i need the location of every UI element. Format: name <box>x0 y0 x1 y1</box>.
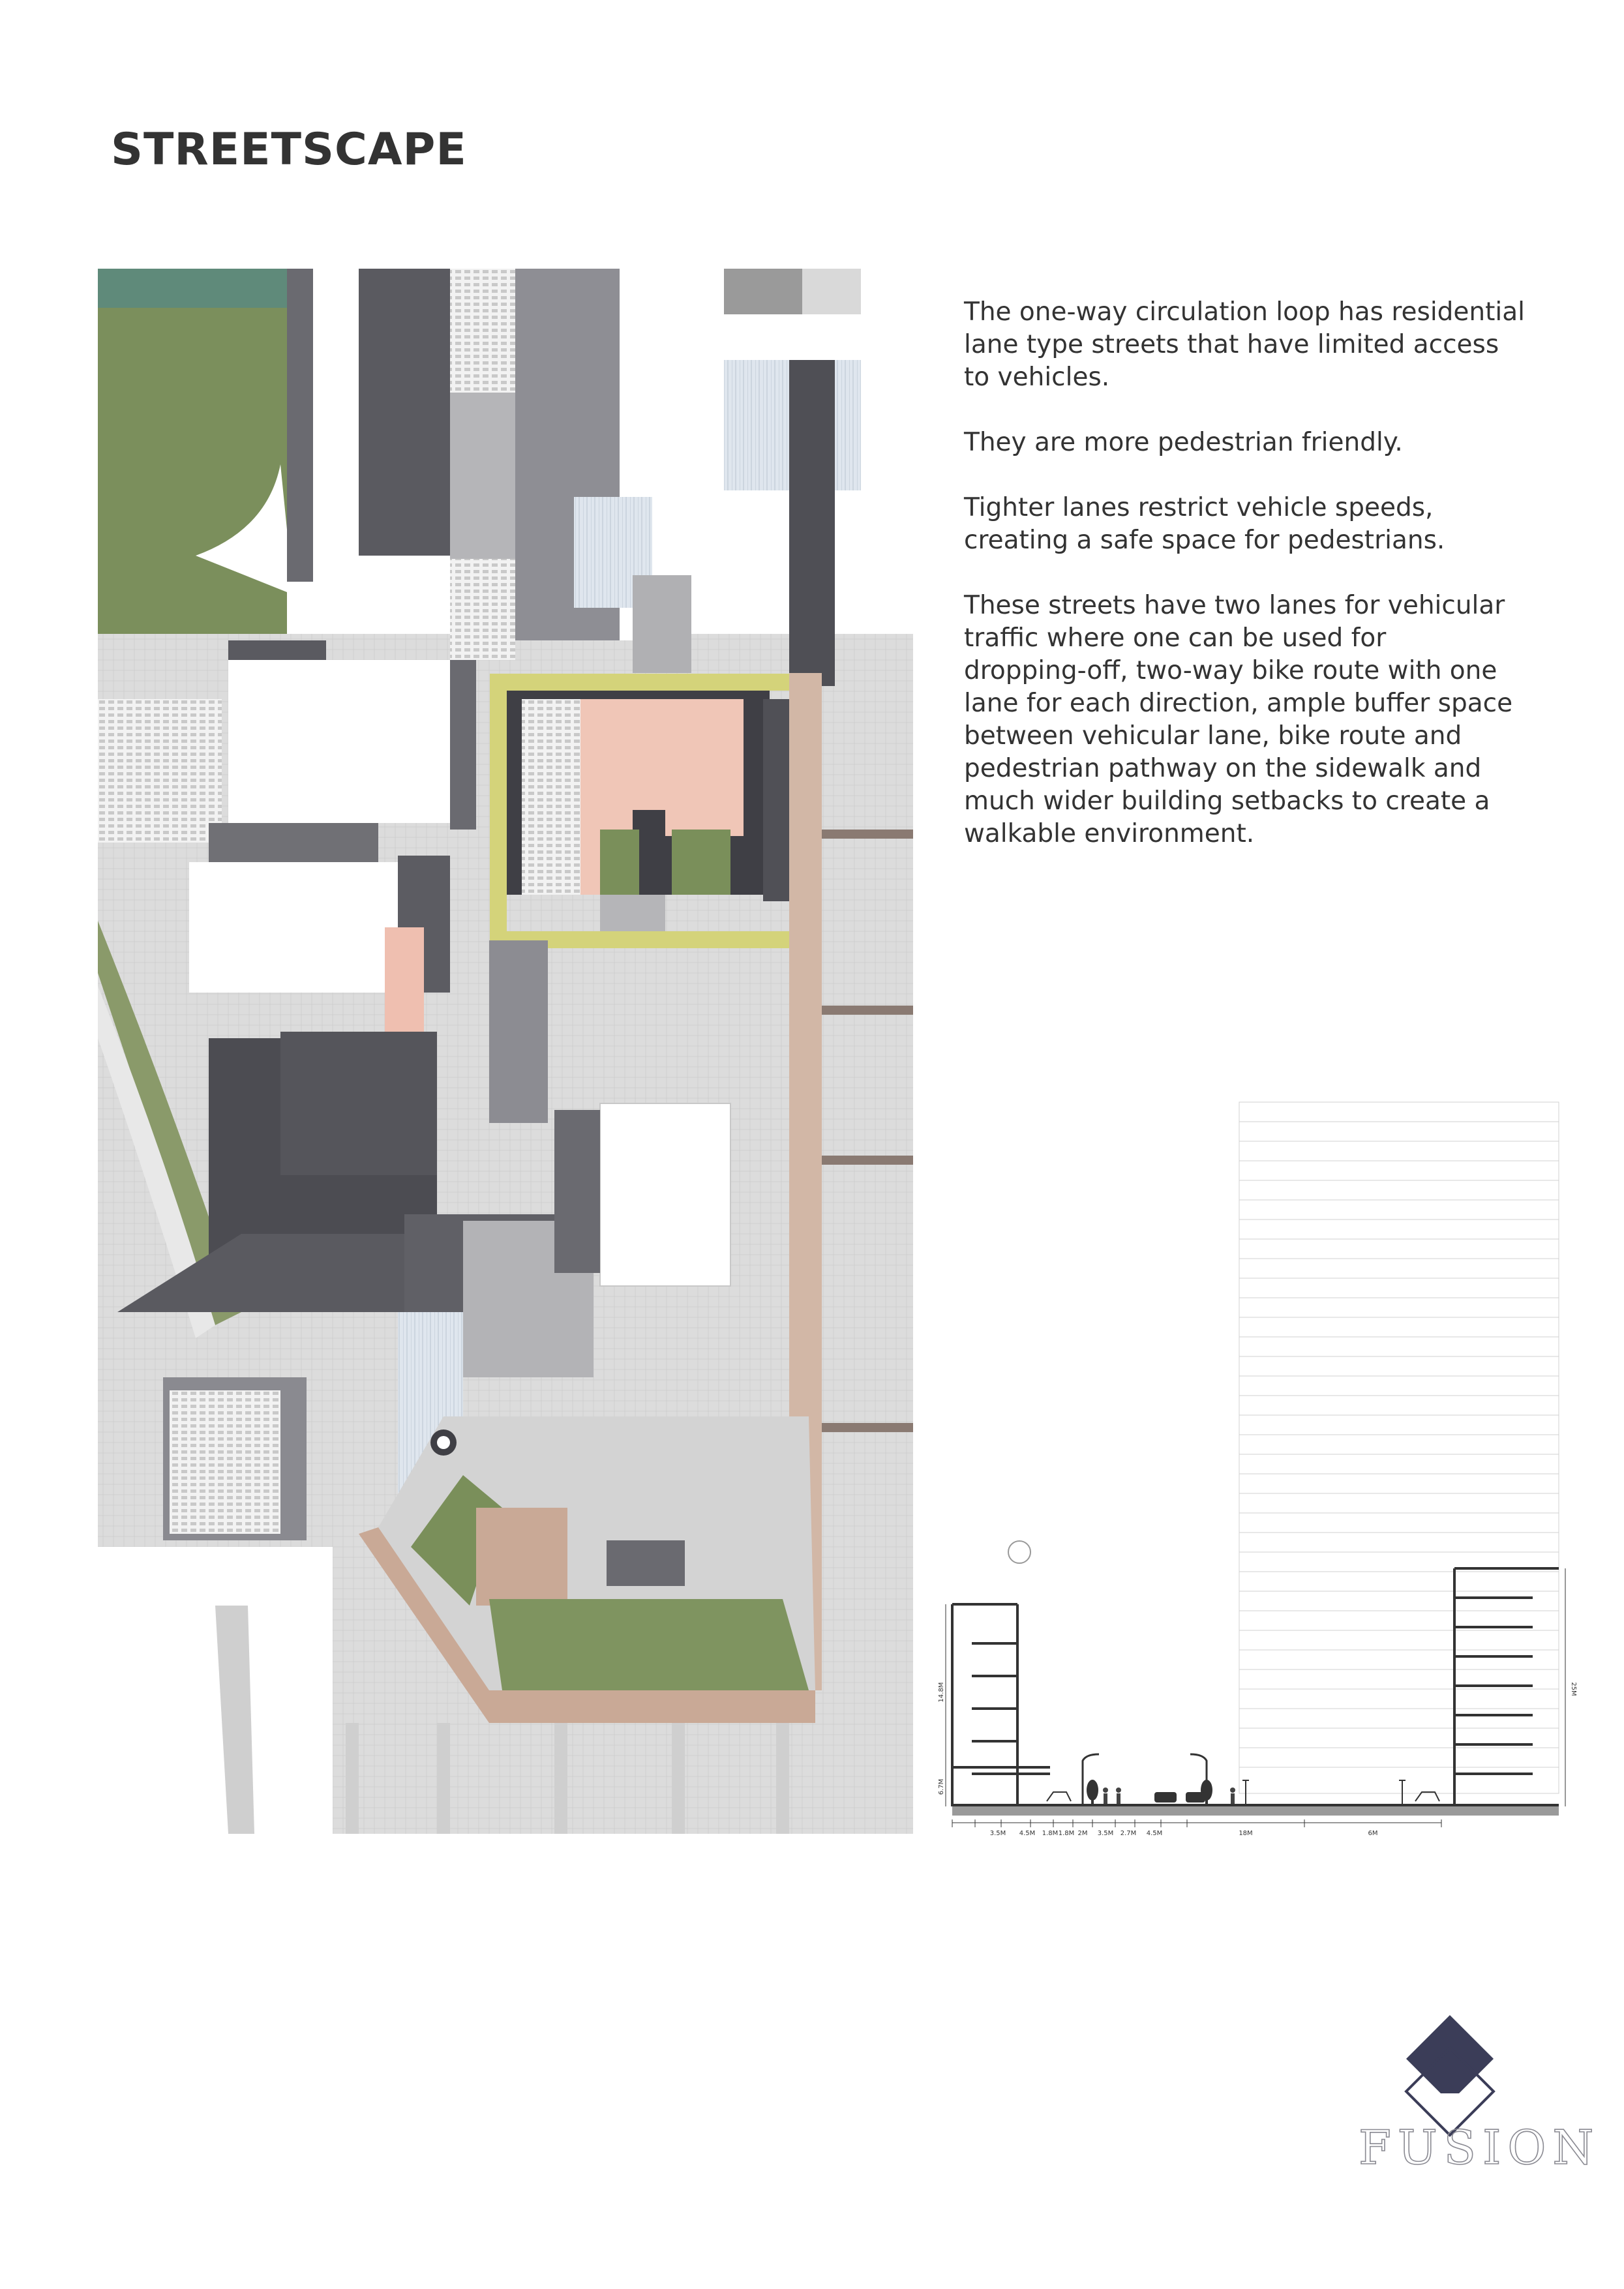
height-label: 6.7M <box>938 1778 945 1795</box>
dimension-label: 2M <box>1077 1830 1088 1837</box>
pink-plaza <box>385 927 424 1045</box>
dimension-label: 3.5M <box>989 1830 1006 1837</box>
site-plan-image <box>98 269 913 1834</box>
description-paragraph-1: The one-way circulation loop has residential lane type streets that have limited access to vehicles. <box>964 297 1525 392</box>
logo-text: FUSION <box>1359 2120 1601 2175</box>
fusion-logo <box>1353 2015 1601 2175</box>
tall-building-grid <box>1239 1102 1559 1793</box>
dimension-label: 18M <box>1239 1830 1253 1837</box>
description-paragraph-2: They are more pedestrian friendly. <box>964 428 1403 457</box>
height-label: 14.8M <box>938 1682 945 1703</box>
description-paragraph-4: These streets have two lanes for vehicular traffic where one can be used for dropping-off, two-way bike route with one lane for each direction, ample buffer space between vehicular lane, bike route and pedestrian pathway on the sidewalk and much wider building setbacks to create a walkable environment. <box>964 591 1513 848</box>
dimension-label: 1.8M <box>1042 1830 1059 1837</box>
ground-line <box>952 1806 1559 1816</box>
dimension-label: 4.5M <box>1146 1830 1163 1837</box>
car-icon <box>1154 1792 1205 1803</box>
height-label: 25M <box>1570 1682 1577 1696</box>
dimension-label: 1.8M <box>1058 1830 1075 1837</box>
dimension-label: 2.7M <box>1120 1830 1137 1837</box>
dimension-label: 6M <box>1368 1830 1378 1837</box>
description-text <box>964 296 1564 883</box>
building-shadow <box>359 269 450 556</box>
dimension-label: 4.5M <box>1019 1830 1036 1837</box>
left-building-section <box>952 1604 1050 1806</box>
street-section-diagram <box>938 1102 1577 1852</box>
description-paragraph-3: Tighter lanes restrict vehicle speeds, creating a safe space for pedestrians. <box>964 493 1445 555</box>
diamond-logo-icon <box>1406 2015 1494 2135</box>
dimension-label: 3.5M <box>1097 1830 1114 1837</box>
page-title: STREETSCAPE <box>111 124 467 175</box>
building-facade <box>98 699 222 843</box>
